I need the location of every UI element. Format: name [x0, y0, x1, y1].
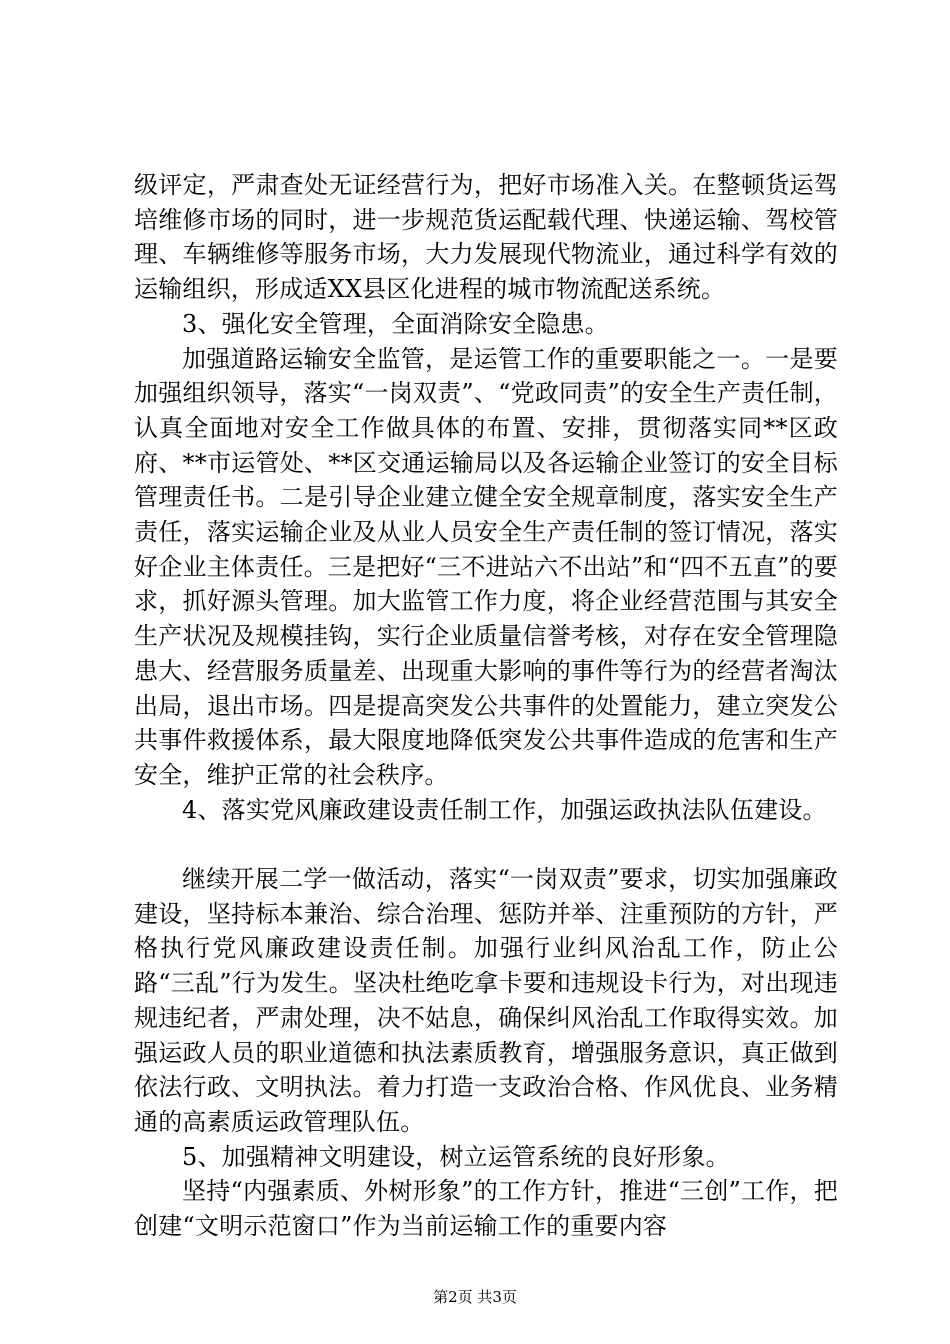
paragraph-civilization: 坚持“内强素质、外树形象”的工作方针，推进“三创”工作，把创建“文明示范窗口”作为当前运输工作的重要内容	[134, 1177, 838, 1241]
section-heading-3: 3、强化安全管理，全面消除安全隐患。	[182, 309, 609, 338]
document-body	[134, 168, 838, 1244]
paragraph-continuation: 级评定，严肃查处无证经营行为，把好市场准入关。在整顿货运驾培维修市场的同时，进一步规范货运配载代理、快递运输、驾校管理、车辆维修等服务市场，大力发展现代物流业，通过科学有效的运输组织，形成适XX县区化进程的城市物流配送系统。	[134, 171, 838, 304]
section-heading-5: 5、加强精神文明建设，树立运管系统的良好形象。	[182, 1142, 730, 1171]
paragraph-integrity: 继续开展二学一做活动，落实“一岗双责”要求，切实加强廉政建设，坚持标本兼治、综合治理、惩防并举、注重预防的方针，严格执行党风廉政建设责任制。加强行业纠风治乱工作，防止公路“三乱”行为发生。坚决杜绝吃拿卡要和违规设卡行为，对出现违规违纪者，严肃处理，决不姑息，确保纠风治乱工作取得实效。加强运政人员的职业道德和执法素质教育，增强服务意识，真正做到依法行政、文明执法。着力打造一支政治合格、作风优良、业务精通的高素质运政管理队伍。	[134, 865, 838, 1136]
page-number-footer: 第2页 共3页	[433, 1288, 517, 1306]
paragraph-spacer	[134, 827, 838, 862]
paragraph-safety: 加强道路运输安全监管，是运管工作的重要职能之一。一是要加强组织领导，落实“一岗双责”、“党政同责”的安全生产责任制，认真全面地对安全工作做具体的布置、安排，贯彻落实同**区政府、**市运管处、**区交通运输局以及各运输企业签订的安全目标管理责任书。二是引导企业建立健全安全规章制度，落实安全生产责任，落实运输企业及从业人员安全生产责任制的签订情况，落实好企业主体责任。三是把好“三不进站六不出站”和“四不五直”的要求，抓好源头管理。加大监管工作力度，将企业经营范围与其安全生产状况及规模挂钩，实行企业质量信誉考核，对存在安全管理隐患大、经营服务质量差、出现重大影响的事件等行为的经营者淘汰出局，退出市场。四是提高突发公共事件的处置能力，建立突发公共事件救援体系，最大限度地降低突发公共事件造成的危害和生产安全，维护正常的社会秩序。	[134, 344, 838, 789]
section-heading-4: 4、落实党风廉政建设责任制工作，加强运政执法队伍建设。	[182, 795, 827, 824]
